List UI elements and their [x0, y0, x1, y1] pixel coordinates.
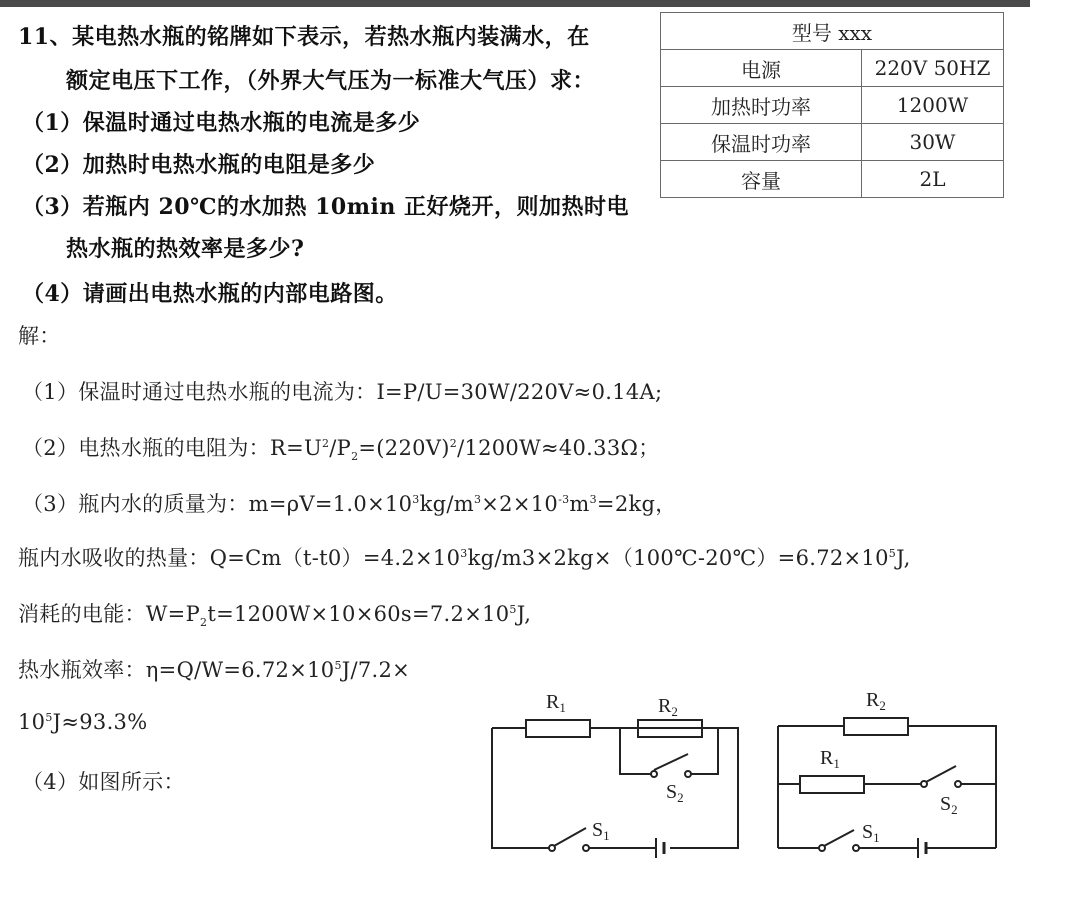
- spec-row: [661, 124, 1004, 161]
- spec-label: 加热时功率: [661, 87, 862, 124]
- label-s1: $S_1$: [592, 819, 610, 843]
- problem-stem-line1: 11、某电热水瓶的铭牌如下表示，若热水瓶内装满水，在: [18, 24, 590, 50]
- spec-label: 容量: [661, 161, 862, 198]
- spec-value: 30W: [862, 124, 1004, 161]
- question-4: （4）请画出电热水瓶的内部电路图。: [22, 281, 398, 307]
- spec-value: 1200W: [862, 87, 1004, 124]
- solution-step-1: （1）保温时通过电热水瓶的电流为：I=P/U=30W/220V≈0.14A;: [22, 380, 663, 404]
- spec-label: 保温时功率: [661, 124, 862, 161]
- switch-s2: [654, 754, 688, 770]
- question-2: （2）加热时电热水瓶的电阻是多少: [22, 152, 376, 178]
- resistor-r2: [844, 718, 908, 735]
- label-s2: $S_2$: [940, 793, 958, 817]
- circuit-diagram-left: [480, 680, 760, 870]
- solution-step-2: （2）电热水瓶的电阻为：$R=U^2/P_2=(220V)^2/1200W\approx 40.33\Omega$；: [22, 436, 660, 464]
- solution-step-3: （3）瓶内水的质量为：$m=\rho V=1.0\times 10^3kg/m^3\times 2\times 10^{-3}m^3=2kg$，: [22, 492, 677, 516]
- spec-header-row: [661, 13, 1004, 50]
- question-1: （1）保温时通过电热水瓶的电流是多少: [22, 110, 421, 136]
- switch-s1: [824, 830, 854, 846]
- solution-heading: 解：: [18, 324, 61, 348]
- spec-value: 2L: [862, 161, 1004, 198]
- solution-efficiency-line2: $10^5J\approx 93.3\%$: [18, 710, 148, 734]
- solution-heat-absorbed: 瓶内水吸收的热量：$Q=Cm(t-t0)=4.2\times 10^3kg/m3\times 2kg\times(100℃-20℃)=6.72\times 10^5J$,: [18, 546, 911, 570]
- spec-row: [661, 161, 1004, 198]
- spec-row: [661, 87, 1004, 124]
- switch-s1: [554, 828, 586, 846]
- spec-value: 220V 50HZ: [862, 50, 1004, 87]
- spec-model-cell: 型号 xxx: [661, 13, 1004, 50]
- nameplate-spec-table: [660, 12, 1004, 198]
- label-s2: $S_2$: [666, 781, 684, 805]
- solution-energy-consumed: 消耗的电能：$W=P_2t=1200W\times 10\times 60s=7.2\times 10^5J$,: [18, 602, 532, 630]
- resistor-r1: [526, 720, 590, 737]
- spec-label: 电源: [661, 50, 862, 87]
- resistor-r1: [800, 776, 864, 793]
- label-r1: $R_1$: [546, 691, 566, 715]
- top-border: [0, 0, 1030, 7]
- solution-efficiency-line1: 热水瓶效率：$\eta=Q/W=6.72\times 10^5J/7.2\times$: [18, 658, 411, 682]
- problem-stem-line2: 额定电压下工作，（外界大气压为一标准大气压）求：: [66, 68, 596, 94]
- label-r1: $R_1$: [820, 747, 840, 771]
- question-3-line1: （3）若瓶内 20℃的水加热 10min 正好烧开，则加热时电: [22, 194, 630, 220]
- switch-s2: [926, 766, 956, 782]
- question-3-line2: 热水瓶的热效率是多少?: [66, 236, 305, 262]
- circuit-diagram-right: [770, 678, 1010, 870]
- label-r2: $R_2$: [866, 689, 886, 713]
- spec-row: [661, 50, 1004, 87]
- solution-step-4: （4）如图所示：: [22, 770, 185, 794]
- label-r2: $R_2$: [658, 695, 678, 719]
- label-s1: $S_1$: [862, 821, 880, 845]
